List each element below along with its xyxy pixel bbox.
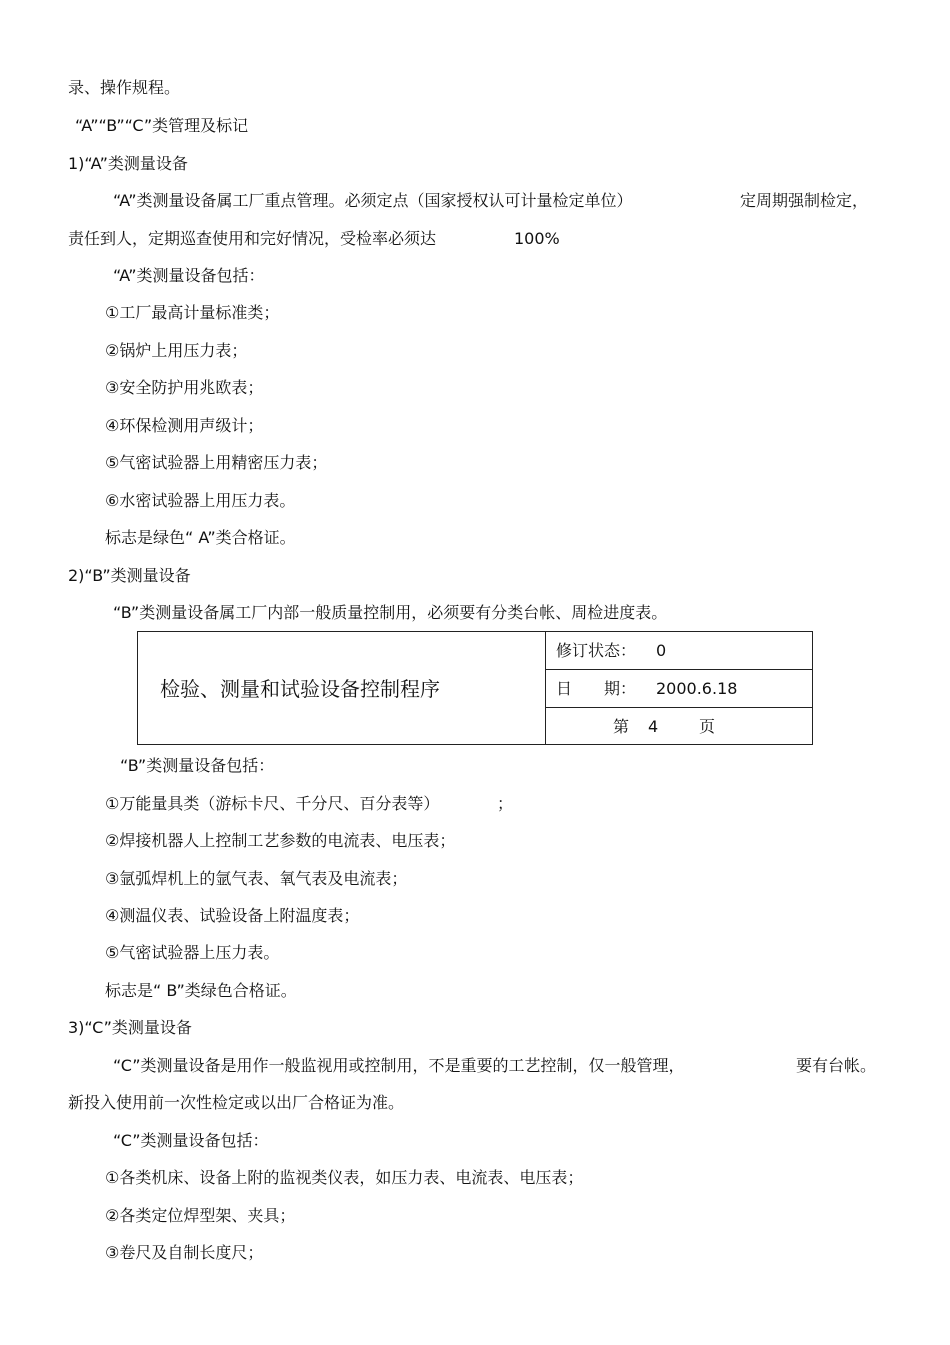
page-suffix: 页 (699, 717, 716, 736)
text-line: “C”类测量设备是用作一般监视用或控制用，不是重要的工艺控制，仅一般管理， (113, 1056, 685, 1075)
page-number: 4 (648, 717, 659, 736)
list-item: ①万能量具类（游标卡尺、千分尺、百分表等） (105, 794, 440, 813)
text-line: “A”类测量设备属工厂重点管理。必须定点（国家授权认可计量检定单位） (113, 191, 633, 210)
subsection-heading-b: 2)“B”类测量设备 (68, 566, 191, 585)
list-item: ②各类定位焊型架、夹具； (105, 1206, 296, 1225)
text-line: “C”类测量设备包括： (113, 1131, 269, 1150)
list-item: ⑤气密试验器上压力表。 (105, 943, 280, 962)
list-item: ⑤气密试验器上用精密压力表； (105, 453, 328, 472)
subsection-heading-c: 3)“C”类测量设备 (68, 1018, 192, 1037)
date-row (546, 670, 812, 708)
header-title-cell (138, 632, 546, 744)
text-line: “B”类测量设备包括： (120, 756, 275, 775)
revision-value: 0 (656, 641, 667, 660)
text-line: 标志是绿色“ A”类合格证。 (105, 528, 296, 547)
list-item: ②锅炉上用压力表； (105, 341, 248, 360)
section-heading: “A”“B”“C”类管理及标记 (75, 116, 249, 135)
text-line: 新投入使用前一次性检定或以出厂合格证为准。 (68, 1093, 405, 1112)
list-item: ②焊接机器人上控制工艺参数的电流表、电压表； (105, 831, 456, 850)
text-line: 标志是“ B”类绿色合格证。 (105, 981, 297, 1000)
text-line: 100% (514, 229, 560, 248)
list-item: ③氩弧焊机上的氩气表、氧气表及电流表； (105, 869, 408, 888)
list-item: ③安全防护用兆欧表； (105, 378, 264, 397)
date-label: 日 期： (556, 679, 637, 698)
text-line: 责任到人，定期巡查使用和完好情况，受检率必须达 (68, 229, 437, 248)
page-prefix: 第 (613, 717, 630, 736)
list-item: ①工厂最高计量标准类； (105, 303, 280, 322)
revision-label: 修订状态： (556, 641, 637, 660)
text-line: “A”类测量设备包括： (113, 266, 265, 285)
date-value: 2000.6.18 (656, 679, 738, 698)
text-line: “B”类测量设备属工厂内部一般质量控制用，必须要有分类台帐、周检进度表。 (113, 603, 668, 622)
list-item: ④环保检测用声级计； (105, 416, 264, 435)
list-item: ③卷尺及自制长度尺； (105, 1243, 264, 1262)
list-item: ④测温仪表、试验设备上附温度表； (105, 906, 360, 925)
revision-row (546, 632, 812, 670)
list-item-suffix: ； (497, 794, 514, 813)
subsection-heading-a: 1)“A”类测量设备 (68, 154, 188, 173)
page-row (546, 708, 812, 744)
text-line: 录、操作规程。 (68, 78, 181, 97)
list-item: ①各类机床、设备上附的监视类仪表，如压力表、电流表、电压表； (105, 1168, 584, 1187)
document-title: 检验、测量和试验设备控制程序 (160, 677, 440, 701)
text-line: 定周期强制检定， (740, 191, 869, 210)
text-line: 要有台帐。 (796, 1056, 877, 1075)
document-header-table (137, 631, 813, 745)
list-item: ⑥水密试验器上用压力表。 (105, 491, 296, 510)
